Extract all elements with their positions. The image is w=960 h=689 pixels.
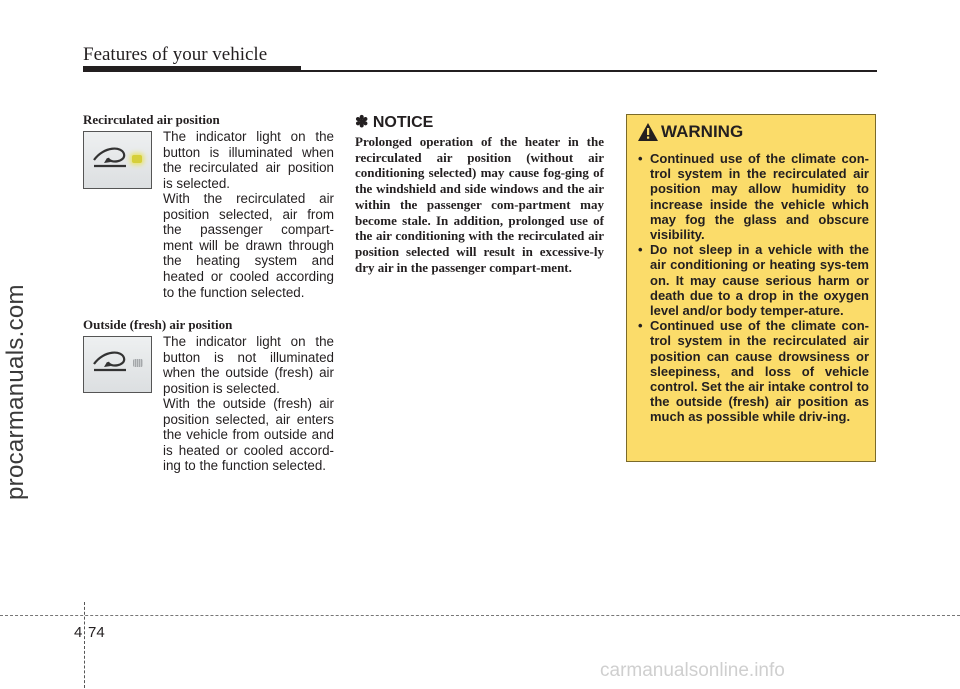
outside-heading: Outside (fresh) air position [83, 317, 233, 332]
outside-paragraph-2: With the outside (fresh) air position selected, air enters the vehicle from outside and is heated or cooled accord-ing to the function selected. [163, 396, 334, 474]
notice-title: ✽ NOTICE [355, 114, 434, 131]
warning-triangle-icon [637, 122, 659, 142]
warning-item: • Do not sleep in a vehicle with the air conditioning or heating sys-tem on. It may cause serious harm or death due to a drop in the oxygen level and/or body temper-ature. [638, 242, 869, 318]
recirc-airflow-icon [84, 132, 153, 190]
page-number: 74 [88, 624, 105, 641]
recirc-paragraph-2: With the recirculated air position selected, air from the passenger compart-ment will be drawn through the heating system and heated or cooled according to the function selected. [163, 191, 334, 300]
recirc-button-illustration [83, 131, 152, 189]
warning-list [638, 151, 869, 425]
page-header-title: Features of your vehicle [83, 44, 268, 65]
footer-rule [0, 615, 960, 616]
page-number-separator [84, 602, 85, 688]
outside-button-illustration [83, 336, 152, 393]
warning-item: • Continued use of the climate con-trol system in the recirculated air position may allow humidity to increase inside the vehicle which may fog the glass and obscure visibility. [638, 151, 869, 242]
indicator-light-off [133, 359, 143, 367]
warning-label: WARNING [661, 122, 744, 141]
warning-item: • Continued use of the climate con-trol system in the recirculated air position can cause drowsiness or sleepiness, and loss of vehicle control. Set the air intake control to the outside (fresh) air position as much as possible while driv-ing. [638, 318, 869, 424]
header-rule-thin [301, 70, 877, 72]
chapter-number: 4 [74, 624, 83, 641]
indicator-light-on [132, 155, 142, 163]
side-watermark: procarmanuals.com [2, 284, 29, 500]
notice-body: Prolonged operation of the heater in the recirculated air position (without air conditioning selected) may cause fog-ging of the windshield and side windows and the air within the passenger com-partment may become stale. In addition, prolonged use of the air conditioning with the recirculated air position selected will result in excessive-ly dry air in the passenger compart-ment. [355, 134, 604, 275]
footer-watermark: carmanualsonline.info [600, 660, 785, 681]
outside-paragraph-1: The indicator light on the button is not illuminated when the outside (fresh) air position is selected. [163, 334, 334, 396]
recirc-heading: Recirculated air position [83, 112, 220, 127]
recirc-paragraph-1: The indicator light on the button is illuminated when the recirculated air position is selected. [163, 129, 334, 191]
header-rule-thick [83, 66, 301, 72]
